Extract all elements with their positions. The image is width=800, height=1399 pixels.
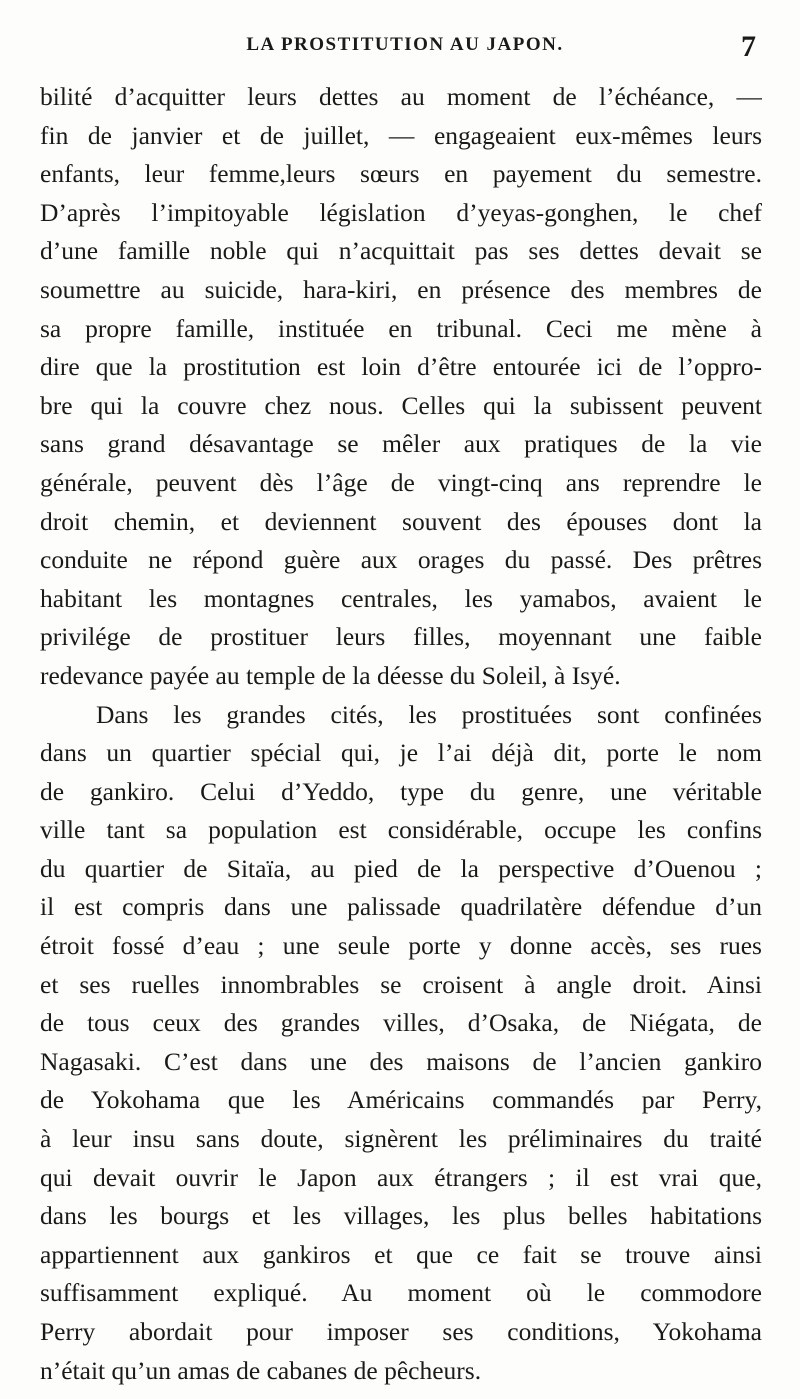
text-line: redevance payée au temple de la déesse du Soleil, à Isyé.	[40, 660, 621, 690]
text-line: fin de janvier et de juillet, — engageaient eux-mêmes leurs	[40, 120, 762, 150]
text-line: d’une famille noble qui n’acquittait pas ses dettes devait se	[40, 236, 762, 266]
running-title: LA PROSTITUTION AU JAPON.	[246, 34, 564, 55]
text-line: sans grand désavantage se mêler aux pratiques de la vie	[40, 429, 762, 459]
text-line: n’était qu’un amas de cabanes de pêcheurs.	[40, 1355, 482, 1385]
text-line: bilité d’acquitter leurs dettes au moment de l’échéance, —	[40, 82, 762, 111]
text-line: dans les bourgs et les villages, les plus belles habitations	[40, 1201, 762, 1231]
text-line: dans un quartier spécial qui, je l’ai déjà dit, porte le nom	[40, 738, 762, 768]
text-line: du quartier de Sitaïa, au pied de la perspective d’Ouenou ;	[40, 853, 762, 883]
text-line: de tous ceux des grandes villes, d’Osaka, de Niégata, de	[40, 1008, 762, 1038]
text-line: conduite ne répond guère aux orages du passé. Des prêtres	[40, 545, 762, 575]
text-line: de Yokohama que les Américains commandés par Perry,	[40, 1085, 762, 1115]
text-line: dire que la prostitution est loin d’être entourée ici de l’oppro-	[40, 352, 762, 382]
text-line: appartiennent aux gankiros et que ce fait se trouve ainsi	[40, 1239, 762, 1269]
text-line: qui devait ouvrir le Japon aux étrangers ; il est vrai que,	[40, 1162, 762, 1192]
text-line: ville tant sa population est considérable, occupe les confins	[40, 815, 762, 845]
page-number: 7	[741, 30, 756, 63]
text-line: Dans les grandes cités, les prostituées sont confinées	[96, 699, 762, 729]
text-line: habitant les montagnes centrales, les yamabos, avaient le	[40, 583, 762, 613]
text-line: étroit fossé d’eau ; une seule porte y donne accès, ses rues	[40, 931, 762, 961]
text-line: il est compris dans une palissade quadrilatère défendue d’un	[40, 892, 762, 922]
text-line: soumettre au suicide, hara-kiri, en présence des membres de	[40, 274, 762, 304]
text-line: et ses ruelles innombrables se croisent à angle droit. Ainsi	[40, 969, 762, 999]
text-line: suffisamment expliqué. Au moment où le commodore	[40, 1278, 762, 1308]
text-line: à leur insu sans doute, signèrent les préliminaires du traité	[40, 1124, 762, 1154]
text-line: sa propre famille, instituée en tribunal. Ceci me mène à	[40, 313, 762, 343]
paragraph-2	[40, 696, 762, 1391]
text-line: D’après l’impitoyable législation d’yeyas-gonghen, le chef	[40, 197, 762, 227]
paragraph-1	[40, 78, 762, 696]
text-line: privilége de prostituer leurs filles, moyennant une faible	[40, 622, 762, 652]
text-line: droit chemin, et deviennent souvent des épouses dont la	[40, 506, 762, 536]
text-line: enfants, leur femme,leurs sœurs en payement du semestre.	[40, 159, 762, 189]
text-line: de gankiro. Celui d’Yeddo, type du genre, une véritable	[40, 776, 762, 806]
text-line: Nagasaki. C’est dans une des maisons de l’ancien gankiro	[40, 1046, 762, 1076]
body-text	[40, 78, 762, 1390]
text-line: bre qui la couvre chez nous. Celles qui la subissent peuvent	[40, 390, 762, 420]
page-header	[40, 30, 770, 66]
text-line: générale, peuvent dès l’âge de vingt-cinq ans reprendre le	[40, 467, 762, 497]
text-line: Perry abordait pour imposer ses conditions, Yokohama	[40, 1317, 762, 1346]
